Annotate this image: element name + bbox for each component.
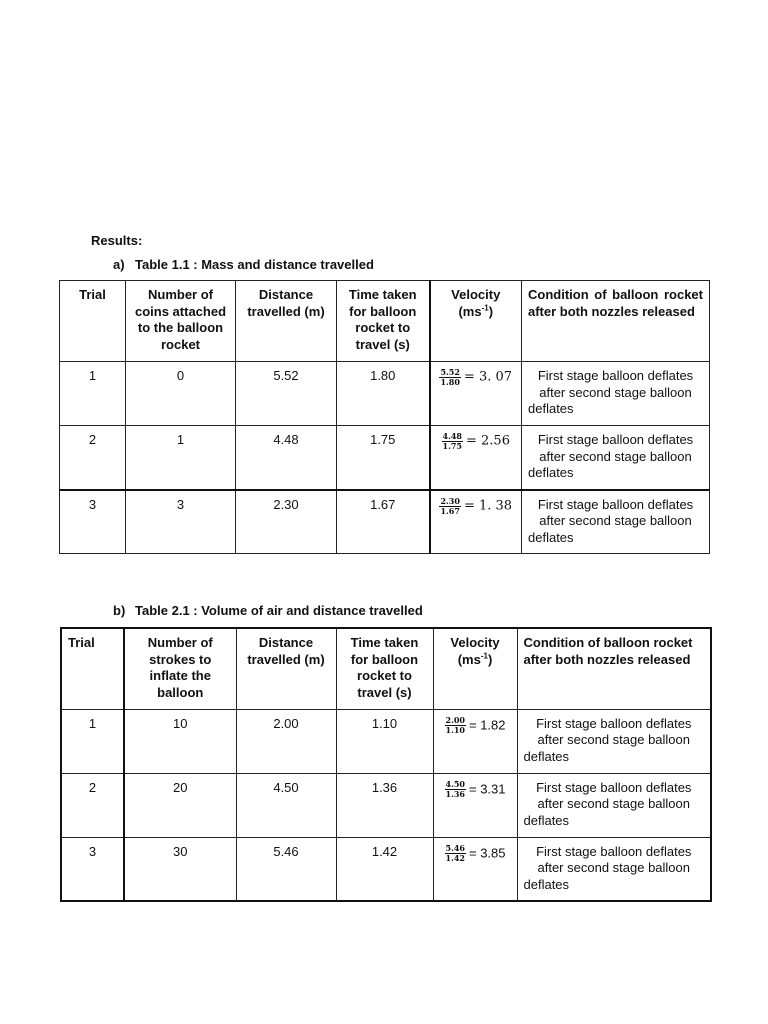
coins-cell: 1 [126, 426, 236, 490]
distance-cell: 2.00 [236, 709, 336, 773]
condition-cell: First stage balloon deflates after second stage balloon deflates [522, 362, 710, 426]
table-row [61, 837, 711, 901]
velocity-fraction [445, 844, 466, 863]
distance-cell: 4.50 [236, 773, 336, 837]
table2-caption-text: Table 2.1 : Volume of air and distance travelled [135, 603, 423, 618]
trial-cell: 3 [61, 837, 124, 901]
strokes-cell: 30 [124, 837, 236, 901]
table-volume-distance [60, 627, 712, 902]
velocity-fraction [442, 432, 463, 451]
velocity-label: Velocity (ms [451, 287, 501, 319]
fraction-denominator: 1.75 [442, 441, 462, 451]
velocity-cell [433, 837, 517, 901]
fraction-denominator: 1.42 [445, 852, 465, 863]
table2-header-strokes: Number of strokes to inflate the balloon [124, 628, 236, 709]
time-cell: 1.36 [336, 773, 433, 837]
velocity-exponent: -1 [481, 303, 489, 313]
strokes-cell: 20 [124, 773, 236, 837]
time-cell: 1.67 [337, 490, 430, 554]
velocity-cell [430, 426, 522, 490]
time-cell: 1.10 [336, 709, 433, 773]
velocity-result: = 3.31 [468, 780, 506, 796]
time-cell: 1.42 [336, 837, 433, 901]
velocity-cell [430, 362, 522, 426]
distance-cell: 5.46 [236, 837, 336, 901]
trial-cell: 2 [61, 773, 124, 837]
table1-caption [113, 257, 374, 272]
coins-cell: 3 [126, 490, 236, 554]
trial-cell: 1 [60, 362, 126, 426]
fraction-denominator: 1.80 [440, 377, 460, 387]
results-heading: Results: [91, 233, 143, 248]
condition-cell: First stage balloon deflates after second stage balloon deflates [517, 709, 711, 773]
trial-cell: 2 [60, 426, 126, 490]
table-row [61, 709, 711, 773]
table1-header-velocity [430, 281, 522, 362]
table-row [60, 362, 710, 426]
table1-header-row [60, 281, 710, 362]
velocity-result: = 1.82 [468, 716, 506, 732]
fraction-denominator: 1.10 [445, 724, 465, 735]
condition-cell: First stage balloon deflates after second stage balloon deflates [522, 490, 710, 554]
time-cell: 1.80 [337, 362, 430, 426]
velocity-result: = 3. 07 [463, 369, 513, 385]
trial-cell: 3 [60, 490, 126, 554]
table1-header-condition: Condition of balloon rocket after both nozzles released [522, 281, 710, 362]
table1-header-time: Time taken for balloon rocket to travel (s) [337, 281, 430, 362]
table2-header-condition: Condition of balloon rocket after both nozzles released [517, 628, 711, 709]
velocity-fraction [445, 780, 466, 799]
fraction-denominator: 1.36 [445, 788, 465, 799]
fraction-numerator: 2.00 [445, 714, 465, 725]
velocity-result: = 3.85 [468, 844, 506, 860]
table-row [61, 773, 711, 837]
table1-caption-label: a) [113, 257, 125, 272]
table-mass-distance [59, 280, 710, 554]
velocity-label-end: ) [487, 651, 493, 667]
distance-cell: 5.52 [236, 362, 337, 426]
fraction-numerator: 5.46 [445, 842, 465, 853]
condition-cell: First stage balloon deflates after second stage balloon deflates [517, 773, 711, 837]
velocity-label: Velocity (ms [450, 635, 500, 667]
velocity-result: = 2.56 [466, 433, 510, 449]
table1-caption-text: Table 1.1 : Mass and distance travelled [135, 257, 374, 272]
condition-cell: First stage balloon deflates after second stage balloon deflates [522, 426, 710, 490]
condition-cell: First stage balloon deflates after second stage balloon deflates [517, 837, 711, 901]
time-cell: 1.75 [337, 426, 430, 490]
velocity-exponent: -1 [480, 651, 488, 661]
fraction-numerator: 4.50 [445, 778, 465, 789]
table-row [60, 426, 710, 490]
velocity-cell [433, 773, 517, 837]
fraction-numerator: 2.30 [440, 495, 460, 506]
table2-header-distance: Distance travelled (m) [236, 628, 336, 709]
velocity-cell [430, 490, 522, 554]
velocity-result: = 1. 38 [463, 497, 513, 513]
table1-header-coins: Number of coins attached to the balloon rocket [126, 281, 236, 362]
table-row [60, 490, 710, 554]
velocity-cell [433, 709, 517, 773]
strokes-cell: 10 [124, 709, 236, 773]
velocity-fraction [445, 716, 466, 735]
table2-caption-label: b) [113, 603, 126, 618]
table2-caption [113, 603, 423, 618]
table2-header-row [61, 628, 711, 709]
fraction-denominator: 1.67 [440, 505, 460, 516]
table1-header-trial: Trial [60, 281, 126, 362]
table2-header-time: Time taken for balloon rocket to travel (s) [336, 628, 433, 709]
coins-cell: 0 [126, 362, 236, 426]
table2-header-trial: Trial [61, 628, 124, 709]
fraction-numerator: 5.52 [440, 367, 460, 377]
table1-header-distance: Distance travelled (m) [236, 281, 337, 362]
distance-cell: 2.30 [236, 490, 337, 554]
fraction-numerator: 4.48 [442, 431, 462, 441]
velocity-fraction [439, 497, 460, 516]
table2-header-velocity [433, 628, 517, 709]
distance-cell: 4.48 [236, 426, 337, 490]
velocity-fraction [439, 368, 460, 387]
velocity-label-end: ) [488, 303, 494, 319]
trial-cell: 1 [61, 709, 124, 773]
